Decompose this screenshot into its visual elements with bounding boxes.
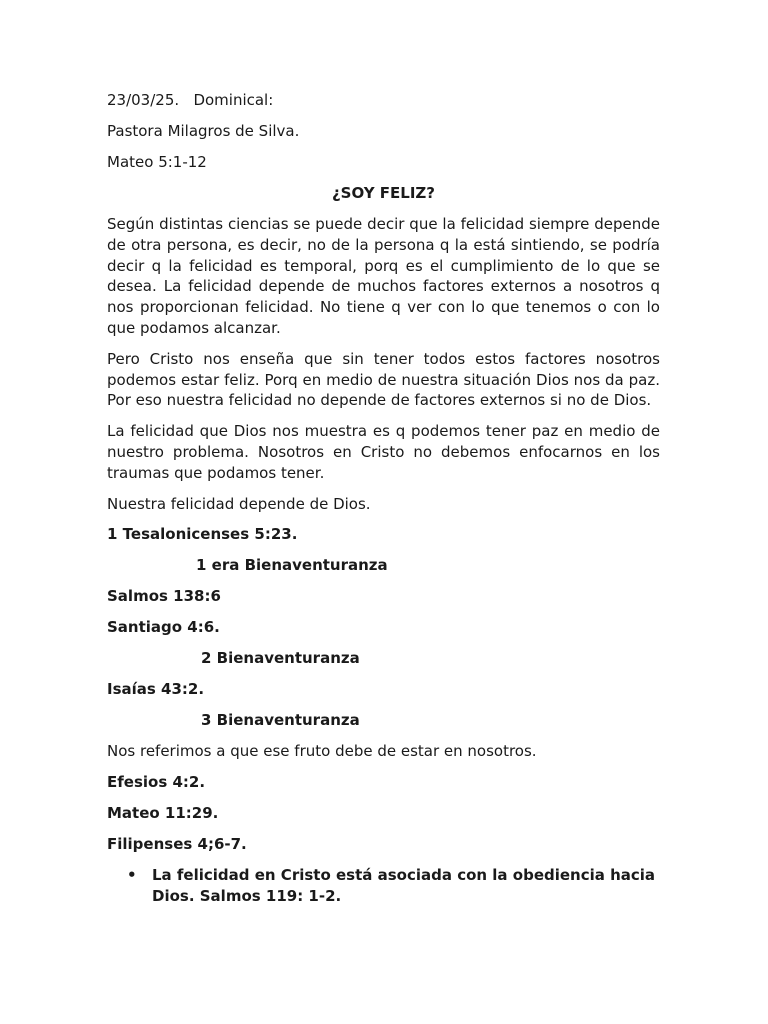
scripture-reference: Mateo 5:1-12 <box>107 153 207 171</box>
bible-reference: Isaías 43:2. <box>107 680 205 699</box>
document-page <box>107 90 660 907</box>
paragraph: Según distintas ciencias se puede decir que la felicidad siempre depende de otra persona, es decir, no de la persona q la está sintiendo, se podría decir q la felicidad es temporal, porq es el cumplimiento de lo que se desea. La felicidad depende de muchos factores externos a nosotros q nos proporcionan felicidad. No tiene q ver con lo que tenemos o con lo que podamos alcanzar. <box>107 215 660 337</box>
bible-reference: 1 Tesalonicenses 5:23. <box>107 525 298 544</box>
beatitude-heading: 3 Bienaventuranza <box>201 711 360 730</box>
bible-reference: Efesios 4:2. <box>107 773 206 792</box>
paragraph: Nuestra felicidad depende de Dios. <box>107 494 371 513</box>
bible-reference: Salmos 138:6 <box>107 587 221 606</box>
bullet-text: La felicidad en Cristo está asociada con la obediencia hacia Dios. Salmos 119: 1-2. <box>152 866 656 906</box>
beatitude-heading: 1 era Bienaventuranza <box>196 556 388 575</box>
bible-reference: Mateo 11:29. <box>107 804 219 823</box>
paragraph: Pero Cristo nos enseña que sin tener todos estos factores nosotros podemos estar feliz. Porq en medio de nuestra situación Dios nos da paz. Por eso nuestra felicidad no depende de factores externos si no de Dios. <box>107 349 660 410</box>
bible-reference: Filipenses 4;6-7. <box>107 835 247 854</box>
bullet-item <box>107 865 660 907</box>
bullet-icon: • <box>127 866 137 885</box>
sermon-title: ¿SOY FELIZ? <box>331 184 435 202</box>
paragraph: La felicidad que Dios nos muestra es q podemos tener paz en medio de nuestro problema. Nosotros en Cristo no debemos enfocarnos en los traumas que podamos tener. <box>107 422 660 482</box>
date-line: 23/03/25. Dominical: <box>107 91 274 109</box>
note-text: Nos referimos a que ese fruto debe de estar en nosotros. <box>107 742 537 761</box>
pastor-name: Pastora Milagros de Silva. <box>107 122 300 140</box>
bible-reference: Santiago 4:6. <box>107 618 220 637</box>
bullet-list <box>107 865 660 907</box>
beatitude-heading: 2 Bienaventuranza <box>201 649 360 668</box>
